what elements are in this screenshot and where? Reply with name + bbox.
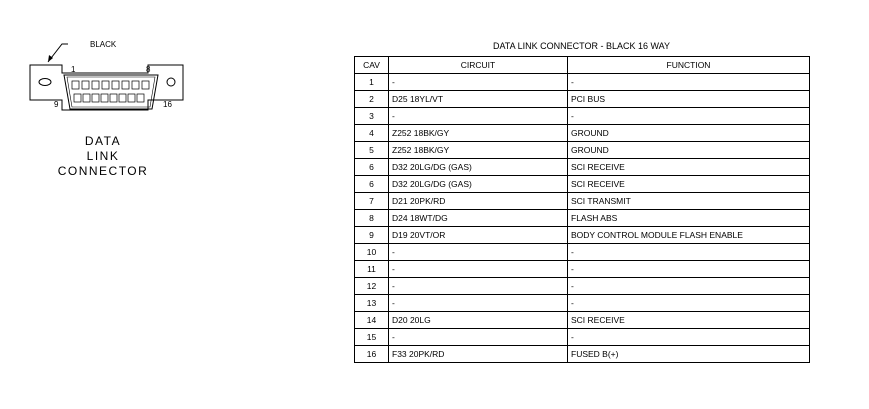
connector-caption — [48, 134, 158, 179]
table-row — [355, 142, 810, 159]
circuit-cell: - — [389, 74, 568, 91]
circuit-cell: F33 20PK/RD — [389, 346, 568, 363]
circuit-cell: Z252 18BK/GY — [389, 125, 568, 142]
cav-cell: 3 — [355, 108, 389, 125]
table-row — [355, 210, 810, 227]
pin-number-label: 9 — [54, 100, 59, 109]
function-cell: PCI BUS — [568, 91, 810, 108]
cav-cell: 7 — [355, 193, 389, 210]
table-row — [355, 346, 810, 363]
function-cell: GROUND — [568, 125, 810, 142]
function-cell: GROUND — [568, 142, 810, 159]
function-cell: SCI RECEIVE — [568, 176, 810, 193]
cav-cell: 6 — [355, 159, 389, 176]
cav-cell: 16 — [355, 346, 389, 363]
cav-cell: 13 — [355, 295, 389, 312]
header-circuit: CIRCUIT — [389, 57, 568, 74]
table-row — [355, 176, 810, 193]
connector-color-label: BLACK — [90, 40, 117, 49]
circuit-cell: - — [389, 261, 568, 278]
cav-cell: 11 — [355, 261, 389, 278]
cav-cell: 9 — [355, 227, 389, 244]
function-cell: - — [568, 74, 810, 91]
function-cell: FUSED B(+) — [568, 346, 810, 363]
function-cell: BODY CONTROL MODULE FLASH ENABLE — [568, 227, 810, 244]
circuit-cell: D24 18WT/DG — [389, 210, 568, 227]
connector-body — [64, 75, 158, 109]
table-title: DATA LINK CONNECTOR - BLACK 16 WAY — [492, 41, 671, 51]
table-row — [355, 193, 810, 210]
function-cell: - — [568, 108, 810, 125]
function-cell: - — [568, 278, 810, 295]
table-row — [355, 125, 810, 142]
circuit-cell: D32 20LG/DG (GAS) — [389, 159, 568, 176]
header-function: FUNCTION — [568, 57, 810, 74]
table-row — [355, 108, 810, 125]
cav-cell: 8 — [355, 210, 389, 227]
function-cell: - — [568, 244, 810, 261]
function-cell: - — [568, 329, 810, 346]
cav-cell: 5 — [355, 142, 389, 159]
caption-line: LINK — [86, 149, 120, 163]
connector-diagram — [18, 30, 188, 190]
function-cell: - — [568, 261, 810, 278]
circuit-cell: D20 20LG — [389, 312, 568, 329]
cav-cell: 1 — [355, 74, 389, 91]
cav-cell: 10 — [355, 244, 389, 261]
circuit-cell: - — [389, 244, 568, 261]
circuit-cell: D32 20LG/DG (GAS) — [389, 176, 568, 193]
table-row — [355, 227, 810, 244]
top-pin-row — [72, 81, 149, 89]
header-cav: CAV — [355, 57, 389, 74]
table-row — [355, 278, 810, 295]
function-cell: - — [568, 295, 810, 312]
circuit-cell: D19 20VT/OR — [389, 227, 568, 244]
function-cell: SCI RECEIVE — [568, 312, 810, 329]
pin-number-label: 16 — [163, 100, 172, 109]
table-row — [355, 329, 810, 346]
table-row — [355, 312, 810, 329]
circuit-cell: D25 18YL/VT — [389, 91, 568, 108]
cav-cell: 4 — [355, 125, 389, 142]
circuit-cell: - — [389, 329, 568, 346]
table-row — [355, 91, 810, 108]
pinout-table — [354, 56, 810, 363]
circuit-cell: - — [389, 278, 568, 295]
circuit-cell: Z252 18BK/GY — [389, 142, 568, 159]
pin-number-label: 1 — [71, 65, 76, 74]
cav-cell: 2 — [355, 91, 389, 108]
pin-number-label: 8 — [146, 65, 151, 74]
table-row — [355, 159, 810, 176]
table-row — [355, 295, 810, 312]
table-body — [355, 74, 810, 363]
circuit-cell: - — [389, 108, 568, 125]
table-row — [355, 244, 810, 261]
table-row — [355, 261, 810, 278]
caption-line: CONNECTOR — [57, 164, 149, 178]
function-cell: SCI TRANSMIT — [568, 193, 810, 210]
bottom-pin-row — [74, 94, 144, 102]
function-cell: FLASH ABS — [568, 210, 810, 227]
circuit-cell: - — [389, 295, 568, 312]
right-mounting-hole — [167, 78, 175, 86]
cav-cell: 14 — [355, 312, 389, 329]
caption-line: DATA — [84, 134, 122, 148]
left-mounting-hole — [39, 79, 51, 86]
circuit-cell: D21 20PK/RD — [389, 193, 568, 210]
connector-flange — [30, 65, 183, 110]
cav-cell: 15 — [355, 329, 389, 346]
table-row — [355, 74, 810, 91]
table-header-row — [355, 57, 810, 74]
function-cell: SCI RECEIVE — [568, 159, 810, 176]
cav-cell: 6 — [355, 176, 389, 193]
cav-cell: 12 — [355, 278, 389, 295]
